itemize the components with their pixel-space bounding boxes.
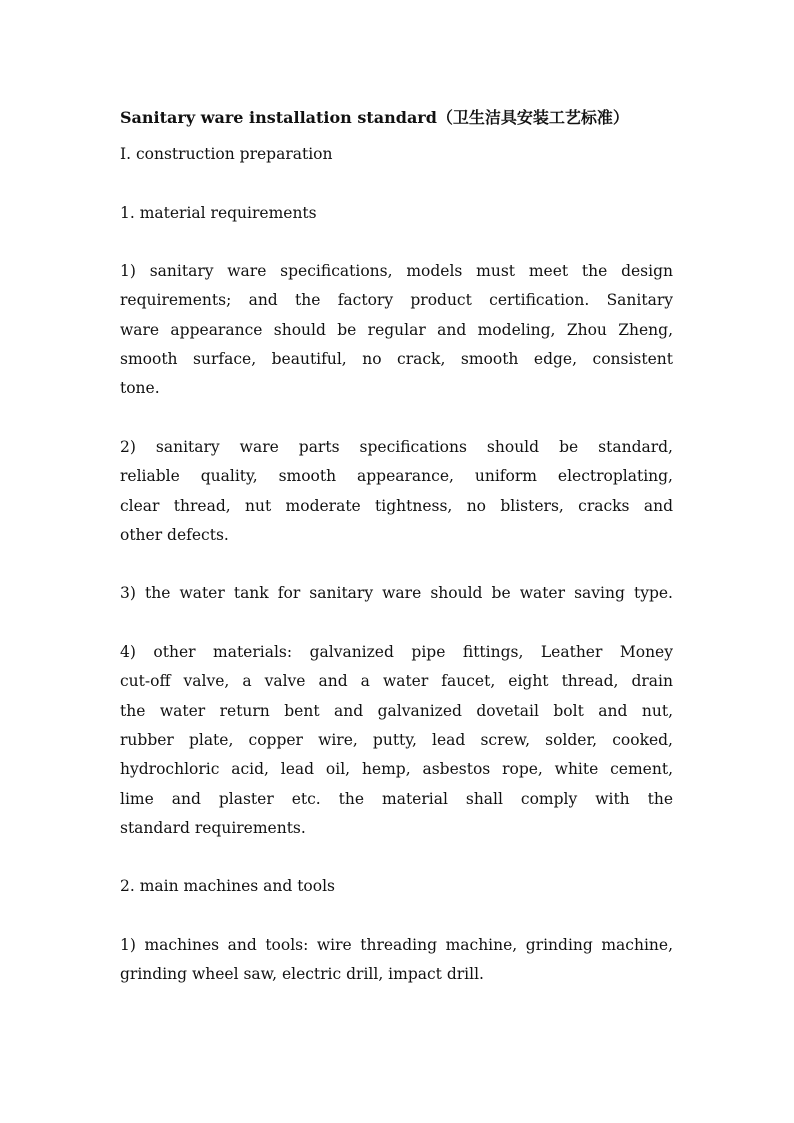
paragraph-gap (120, 550, 673, 579)
text-line: requirements; and the factory product certification. Sanitary (120, 291, 673, 310)
text-line: smooth surface, beautiful, no crack, smooth edge, consistent (120, 350, 673, 369)
text-line: the water return bent and galvanized dovetail bolt and nut, (120, 701, 673, 720)
text-line: cut-off valve, a valve and a water faucet, eight thread, drain (120, 672, 673, 691)
paragraph-item-2 (120, 433, 673, 550)
text-line: 1) sanitary ware specifications, models must meet the design (120, 262, 673, 281)
text-line: tone. (120, 379, 160, 398)
text-line: 2) sanitary ware parts specifications should be standard, (120, 437, 673, 456)
paragraph-item-5 (120, 931, 673, 990)
paragraph-item-4 (120, 638, 673, 843)
paragraph-gap (120, 902, 673, 931)
text-line: hydrochloric acid, lead oil, hemp, asbestos rope, white cement, (120, 760, 673, 779)
paragraph-gap (120, 404, 673, 433)
paragraph-gap (120, 228, 673, 257)
paragraph-gap (120, 843, 673, 872)
text-line: standard requirements. (120, 818, 306, 837)
subsection-heading-material: 1. material requirements (120, 203, 317, 222)
text-line: clear thread, nut moderate tightness, no blisters, cracks and (120, 496, 673, 515)
document-body (120, 104, 673, 990)
text-line: grinding wheel saw, electric drill, impact drill. (120, 965, 484, 984)
subsection-heading-machines: 2. main machines and tools (120, 877, 335, 896)
text-line: 1) machines and tools: wire threading machine, grinding machine, (120, 936, 673, 955)
document-title: Sanitary ware installation standard（卫生洁具安装工艺标准） (120, 108, 629, 127)
paragraph-item-3 (120, 579, 673, 608)
paragraph-gap (120, 609, 673, 638)
text-line: rubber plate, copper wire, putty, lead screw, solder, cooked, (120, 730, 673, 749)
text-line: ware appearance should be regular and modeling, Zhou Zheng, (120, 320, 673, 339)
text-line: 3) the water tank for sanitary ware should be water saving type. (120, 584, 673, 603)
text-line: reliable quality, smooth appearance, uniform electroplating, (120, 467, 673, 486)
paragraph-item-1 (120, 257, 673, 403)
text-line: lime and plaster etc. the material shall comply with the (120, 789, 673, 808)
text-line: 4) other materials: galvanized pipe fittings, Leather Money (120, 643, 673, 662)
section-heading: I. construction preparation (120, 145, 333, 163)
paragraph-gap (120, 169, 673, 198)
text-line: other defects. (120, 525, 229, 544)
